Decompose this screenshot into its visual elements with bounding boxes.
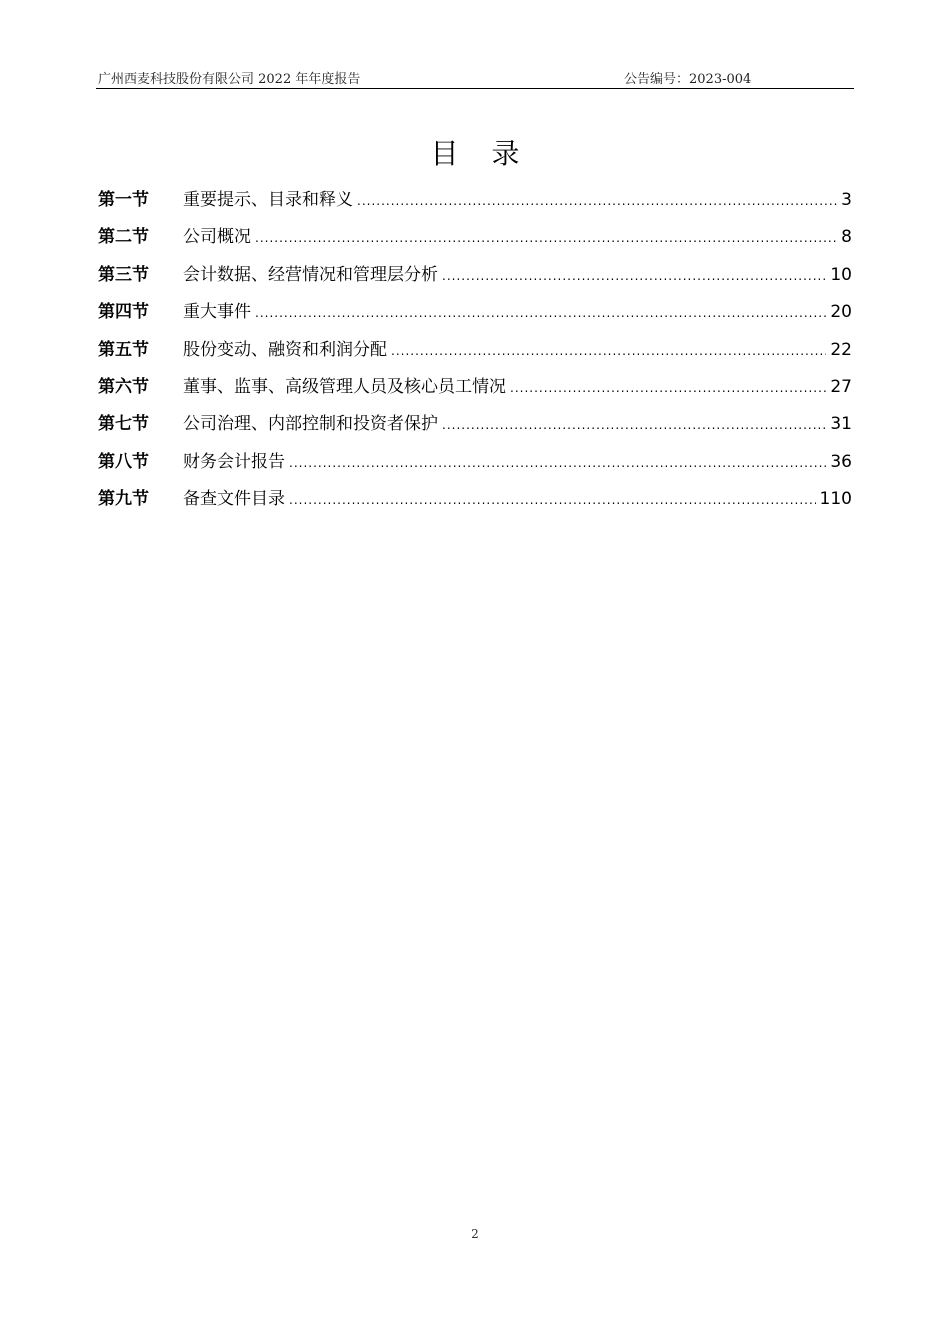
toc-title: 目 录: [430, 137, 532, 170]
toc-section-number: 第三节: [98, 264, 149, 285]
toc-section-number: 第六节: [98, 376, 149, 397]
toc-dot-leader: [289, 482, 816, 519]
toc-dot-leader: [255, 220, 837, 257]
toc-entry-section-6[interactable]: [98, 369, 852, 406]
toc-section-title: 公司概况: [183, 227, 251, 248]
toc-dot-leader: [391, 333, 826, 370]
toc-entry-section-5[interactable]: [98, 332, 852, 369]
toc-section-number: 第八节: [98, 451, 149, 472]
toc-page-number: 27: [830, 376, 852, 397]
toc-dot-leader: [442, 258, 826, 295]
toc-page-number: 110: [819, 489, 852, 510]
toc-page-number: 10: [830, 264, 852, 285]
toc-section-number: 第四节: [98, 302, 149, 323]
toc-page-number: 36: [830, 451, 852, 472]
toc-page-number: 31: [830, 414, 852, 435]
toc-section-number: 第一节: [98, 190, 149, 210]
toc-section-number: 第五节: [98, 339, 149, 360]
toc-section-title: 公司治理、内部控制和投资者保护: [183, 414, 438, 435]
toc-page-number: 20: [830, 302, 852, 323]
toc-dot-leader: [357, 183, 837, 220]
toc-section-title: 重大事件: [183, 302, 251, 323]
toc-entry-section-2[interactable]: [98, 219, 852, 256]
toc-section-title: 财务会计报告: [183, 451, 285, 472]
toc-entry-section-8[interactable]: [98, 444, 852, 481]
toc-section-title: 股份变动、融资和利润分配: [183, 339, 387, 360]
toc-page-number: 22: [830, 339, 852, 360]
toc-section-number: 第二节: [98, 227, 149, 248]
toc-entry-section-1[interactable]: [98, 182, 852, 219]
toc-page-number: 8: [841, 227, 852, 248]
toc-entry-section-9[interactable]: [98, 481, 852, 518]
toc-dot-leader: [289, 445, 826, 482]
toc-section-title: 备查文件目录: [183, 489, 285, 510]
toc-page-number: 3: [841, 190, 852, 210]
header-announcement-number: 公告编号：2023-004: [624, 72, 752, 87]
toc-dot-leader: [442, 407, 826, 444]
toc-section-number: 第九节: [98, 489, 149, 510]
page-header: [96, 66, 854, 89]
toc-dot-leader: [255, 295, 826, 332]
table-of-contents: [98, 182, 852, 519]
toc-entry-section-4[interactable]: [98, 294, 852, 331]
toc-section-title: 重要提示、目录和释义: [183, 190, 353, 210]
page-number: 2: [471, 1227, 479, 1241]
toc-section-title: 会计数据、经营情况和管理层分析: [183, 264, 438, 285]
toc-section-number: 第七节: [98, 414, 149, 435]
toc-entry-section-7[interactable]: [98, 406, 852, 443]
header-company-report-title: 广州西麦科技股份有限公司 2022 年年度报告: [98, 72, 361, 87]
toc-dot-leader: [510, 370, 826, 407]
toc-entry-section-3[interactable]: [98, 257, 852, 294]
toc-section-title: 董事、监事、高级管理人员及核心员工情况: [183, 376, 506, 397]
